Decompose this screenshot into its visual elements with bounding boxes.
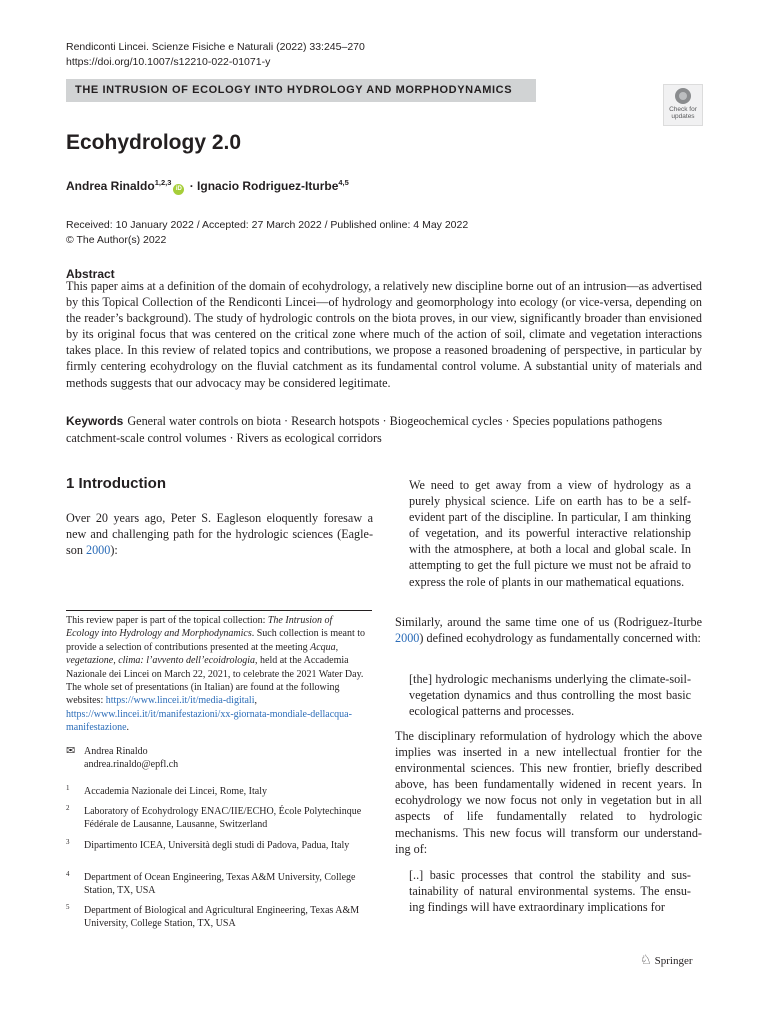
author-list — [66, 178, 349, 195]
section-heading: 1 Introduction — [66, 475, 166, 492]
lincei-media-link[interactable]: https://www.lincei.it/it/media-digitali — [105, 695, 255, 707]
publisher-logo — [640, 952, 693, 968]
citation-link[interactable]: 2000 — [395, 631, 420, 646]
body-paragraph: The disciplinary reformulation of hydrology which the above implies was inserted in a new intellectual frontier for the environmental sciences. This new frontier, briefly described above, has been fundamentally widened in recent years. In ecohydrology we now focus not only in vegetation but in all aspects of life fundamentally related to hydrologic mechanisms. This new focus will transform our understand-ing of: — [395, 729, 702, 856]
abstract-text: This paper aims at a definition of the domain of ecohydrology, a relatively new discipline borne out of an intrusion—as advertised by this Topical Collection of the Rendiconti Lincei—of hydrology and geomorphology into ecology (or vice-versa, depending on the reader’s background). The study of hydrologic controls on the biota proves, in our view, significantly broader than envisioned by its original focus that was centered on the critical zone where much of the action of soil, climate and vegetation interactions takes place. In this review of related topics and contributions, we propose a reasoned broadening of perspective, in particular by firmly centering ecohydrology on the fluvial catchment as its fundamental control volume. A substantial unity of materials and methods suggests that our advocacy may be considered legitimate. — [66, 279, 702, 390]
journal-line: Rendiconti Lincei. Scienze Fisiche e Naturali (2022) 33:245–270 — [66, 41, 365, 53]
corresponding-author-email[interactable]: andrea.rinaldo@epfl.ch — [84, 759, 179, 771]
banner-text: THE INTRUSION OF ECOLOGY INTO HYDROLOGY AND MORPHODYNAMICS — [75, 84, 513, 96]
envelope-icon: ✉ — [66, 745, 76, 757]
intro-paragraph: Over 20 years ago, Peter S. Eagleson eloquently foresaw a new and challenging path for the hydrologic sciences (Eagle-son 2000): — [66, 511, 373, 558]
check-for-updates-badge[interactable] — [663, 84, 703, 126]
author-name: Ignacio Rodriguez-Iturbe — [197, 179, 339, 193]
dates-line: Received: 10 January 2022 / Accepted: 27 March 2022 / Published online: 4 May 2022 — [66, 219, 469, 231]
journal-citation — [66, 40, 365, 70]
body-paragraph: Similarly, around the same time one of us (Rodriguez-Iturbe 2000) defined ecohydrology as fundamentally concerned with: — [395, 615, 702, 646]
keywords — [66, 413, 702, 446]
corresponding-author-name: Andrea Rinaldo — [84, 746, 148, 757]
footnote-divider — [66, 610, 372, 611]
author-name: Andrea Rinaldo — [66, 179, 155, 193]
copyright-line: © The Author(s) 2022 — [66, 234, 167, 246]
rodriguez-iturbe-quote: [the] hydrologic mechanisms underlying the climate-soil-vegetation dynamics and thus controlling the most basic ecological patterns and processes. — [409, 672, 691, 719]
check-updates-label: Check for updates — [669, 106, 697, 120]
doi-line[interactable]: https://doi.org/10.1007/s12210-022-01071-y — [66, 56, 271, 68]
lincei-event-link[interactable]: https://www.lincei.it/it/manifestazioni/xx-giornata-mondiale-dellacqua-manifestazione — [66, 708, 352, 734]
eagleson-quote: We need to get away from a view of hydrology as a purely physical science. Life on earth has to be a self-evident part of the discipline. In particular, I am thinking of vegetation, and its powerful interactive relationship with the atmosphere, at both a local and global scale. In attempting to get the full picture we must not be afraid to express the role of plants in our mathematical equations. — [409, 478, 691, 589]
keywords-text: General water controls on biota · Research hotspots · Biogeochemical cycles · Species populations pathogens catchment-scale control volumes · Rivers as ecological corridors — [66, 414, 663, 445]
author-affiliation-marks: 4,5 — [338, 178, 349, 187]
check-updates-icon — [675, 88, 691, 104]
orcid-icon[interactable]: iD — [173, 184, 184, 195]
author-affiliation-marks: 1,2,3 — [154, 178, 172, 187]
block-quote: [..] basic processes that control the stability and sus-tainability of natural environmental systems. The ensu-ing findings will have extraordinary implications for — [409, 868, 691, 915]
collection-footnote: This review paper is part of the topical collection: The Intrusion of Ecology into Hydrology and Morphodynamics. Such collection is meant to provide a selection of contributions presented at the meeting Acqua, vegetazione, clima: l’avvento dell’ecoidrologia, held at the Accademia Nazionale dei Lincei on March 22, 2021, to celebrate the 2021 Water Day. The whole set of presentations (in Italian) are found at the following websites: https://www.lincei.it/it/media-digitali, https://www.lincei.it/it/manifestazioni/xx-giornata-mondiale-dellacqua-manifestazione. — [66, 615, 366, 734]
publication-dates — [66, 218, 468, 248]
springer-horse-icon: ♘ — [640, 952, 652, 967]
collection-banner — [66, 79, 536, 102]
abstract-heading: Abstract — [66, 267, 115, 281]
author-separator: · — [186, 179, 198, 193]
citation-link[interactable]: 2000 — [85, 543, 111, 558]
keywords-label: Keywords — [66, 414, 124, 428]
article-title: Ecohydrology 2.0 — [66, 131, 242, 154]
publisher-name: Springer — [654, 955, 693, 967]
